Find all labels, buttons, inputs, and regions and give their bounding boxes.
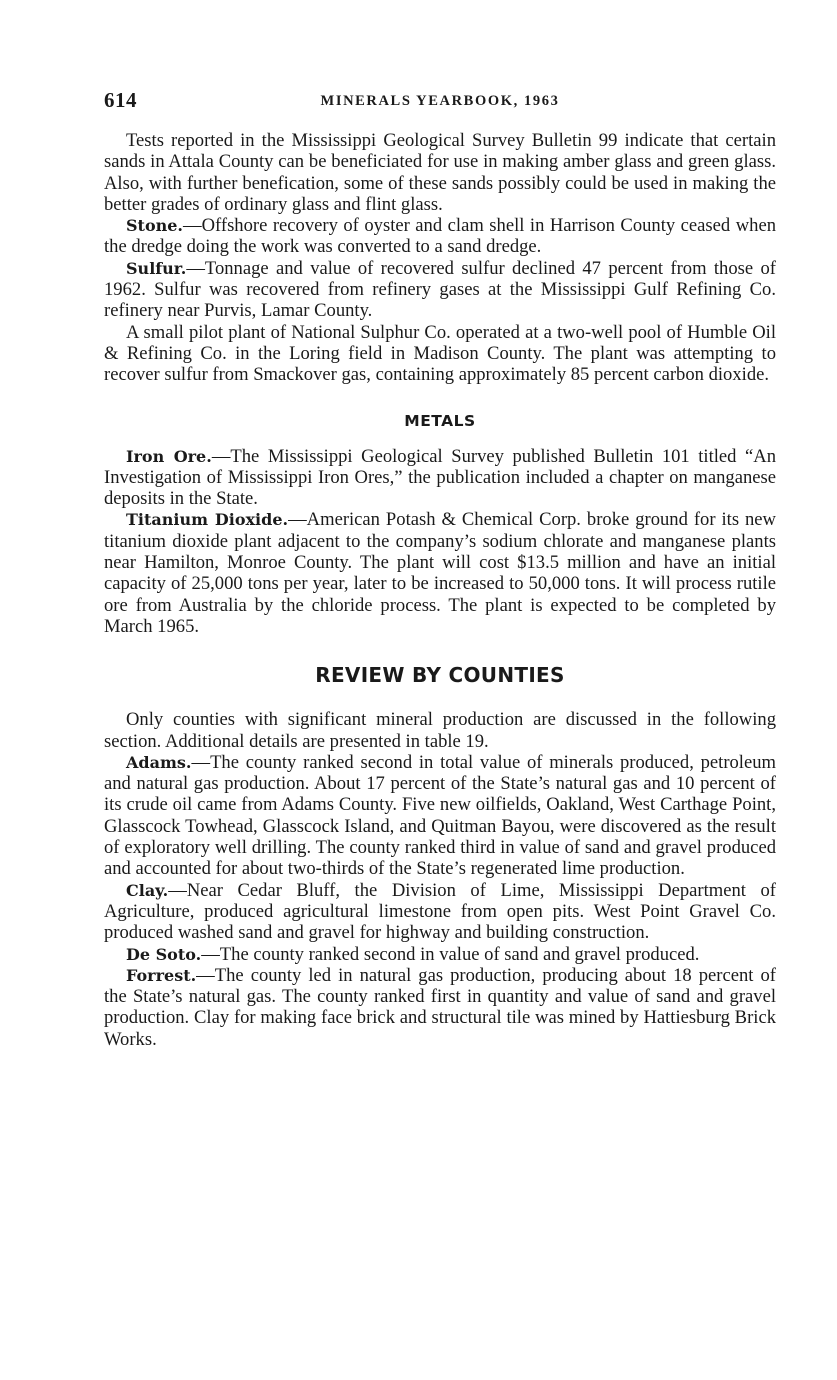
page-number: 614 bbox=[104, 88, 137, 112]
run-in-heading-forrest: Forrest. bbox=[126, 965, 197, 985]
running-head bbox=[104, 88, 776, 116]
paragraph-sulfur bbox=[104, 258, 776, 322]
paragraph-stone bbox=[104, 215, 776, 258]
paragraph-forrest bbox=[104, 965, 776, 1050]
running-title: MINERALS YEARBOOK, 1963 bbox=[320, 93, 560, 109]
run-in-heading-titanium: Titanium Dioxide. bbox=[126, 510, 289, 530]
paragraph-forrest-text: —The county led in natural gas production, producing about 18 percent of the State’s natural gas. The county ranked first in quantity and value of sand and gravel production. Clay for making face brick and structural tile was mined by Hattiesburg Brick Works. bbox=[104, 964, 776, 1050]
paragraph-adams bbox=[104, 752, 776, 880]
paragraph-sulfur-text: —Tonnage and value of recovered sulfur declined 47 percent from those of 1962. Sulfur was recovered from refinery gases at the Mississippi Gulf Refining Co. refinery near Purvis, Lamar County. bbox=[104, 257, 776, 322]
run-in-heading-stone: Stone. bbox=[126, 216, 183, 236]
run-in-heading-adams: Adams. bbox=[126, 752, 192, 772]
paragraph-stone-text: —Offshore recovery of oyster and clam shell in Harrison County ceased when the dredge doing the work was converted to a sand dredge. bbox=[104, 215, 776, 258]
paragraph-clay bbox=[104, 880, 776, 944]
run-in-heading-clay: Clay. bbox=[126, 880, 169, 900]
paragraph-adams-text: —The county ranked second in total value of minerals produced, petroleum and natural gas production. About 17 percent of the State’s natural gas and 10 percent of its crude oil came from Adams County. Five new oilfields, Oakland, West Carthage Point, Glasscock Towhead, Glasscock Island, and Quitman Bayou, were discovered as the result of exploratory well drilling. The county ranked third in value of sand and gravel produced and accounted for about two-thirds of the State’s regenerated lime production. bbox=[104, 751, 776, 880]
paragraph-pilot-plant: A small pilot plant of National Sulphur Co. operated at a two-well pool of Humble Oil & Refining Co. in the Loring field in Madison County. The plant was attempting to recover sulfur from Smackover gas, containing approximately 85 percent carbon dioxide. bbox=[104, 321, 776, 386]
paragraph-de-soto-text: —The county ranked second in value of sand and gravel produced. bbox=[201, 943, 700, 965]
paragraph-de-soto bbox=[104, 944, 776, 965]
paragraph-iron-ore bbox=[104, 446, 776, 510]
paragraph-tests: Tests reported in the Mississippi Geological Survey Bulletin 99 indicate that certain sands in Attala County can be beneficiated for use in making amber glass and green glass. Also, with further benefication, some of these sands possibly could be used in making the better grades of ordinary glass and flint glass. bbox=[104, 130, 776, 215]
paragraph-iron-ore-text: —The Mississippi Geological Survey published Bulletin 101 titled “An Investigation of Mississippi Iron Ores,” the publication included a chapter on manganese deposits in the State. bbox=[104, 445, 776, 510]
run-in-heading-iron-ore: Iron Ore. bbox=[126, 446, 212, 466]
section-heading-counties: REVIEW BY COUNTIES bbox=[315, 663, 565, 688]
paragraph-titanium-text: —American Potash & Chemical Corp. broke ground for its new titanium dioxide plant adjacent to the company’s sodium chlorate and manganese plants near Hamilton, Monroe County. The plant will cost $13.5 million and have an initial capacity of 25,000 tons per year, later to be increased to 50,000 tons. It will process rutile ore from Australia by the chloride process. The plant is expected to be completed by March 1965. bbox=[104, 509, 776, 637]
run-in-heading-sulfur: Sulfur. bbox=[126, 258, 187, 278]
paragraph-titanium bbox=[104, 509, 776, 637]
paragraph-counties-intro: Only counties with significant mineral production are discussed in the following section. Additional details are presented in table 19. bbox=[104, 709, 776, 752]
run-in-heading-de-soto: De Soto. bbox=[126, 944, 202, 964]
page bbox=[104, 88, 776, 1050]
section-heading-metals: METALS bbox=[404, 411, 476, 430]
paragraph-clay-text: —Near Cedar Bluff, the Division of Lime, Mississippi Department of Agriculture, produced agricultural limestone from open pits. West Point Gravel Co. produced washed sand and gravel for highway and building construction. bbox=[104, 879, 776, 944]
